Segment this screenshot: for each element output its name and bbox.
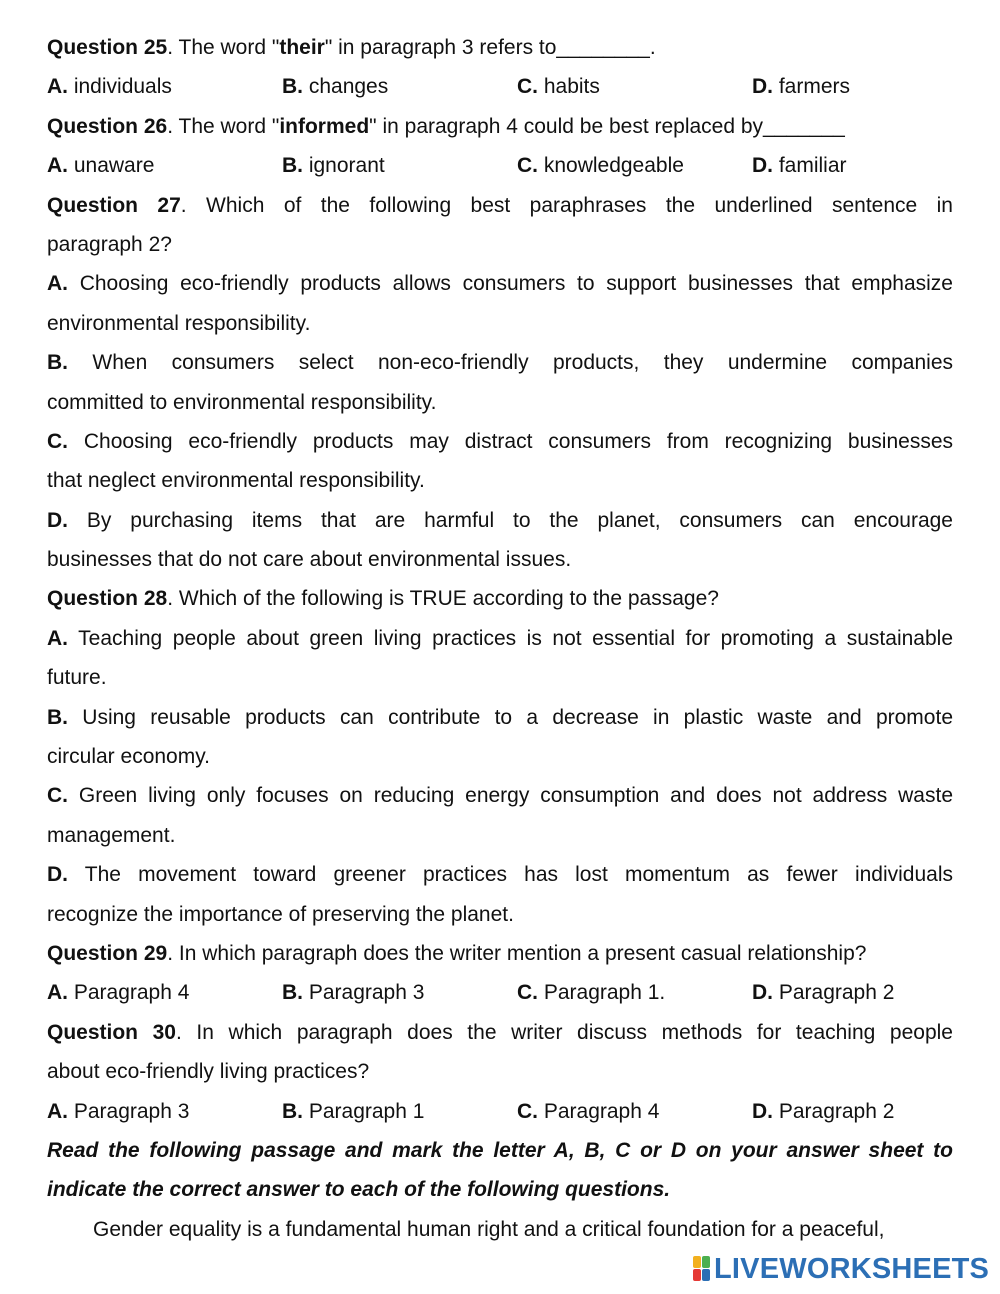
option-d[interactable]: D. Paragraph 2: [752, 981, 895, 1005]
option-a[interactable]: A. Paragraph 3: [47, 1099, 190, 1123]
question-label: Question 28: [47, 587, 168, 611]
question-29-options: [47, 973, 953, 1012]
option-d[interactable]: D. farmers: [752, 75, 851, 99]
option-c-cont[interactable]: that neglect environmental responsibility.: [47, 469, 425, 493]
question-26-stem: Question 26. The word "informed" in paragraph 4 could be best replaced by_______: [47, 114, 845, 138]
question-27-stem-cont: paragraph 2?: [47, 232, 172, 256]
question-label: Question 25: [47, 36, 168, 59]
option-c[interactable]: C. Paragraph 1.: [517, 981, 666, 1005]
option-b[interactable]: B. Paragraph 1: [282, 1099, 425, 1123]
option-c[interactable]: C. knowledgeable: [517, 154, 684, 178]
question-27-stem: Question 27. Which of the following best paraphrases the underlined sentence in: [47, 193, 953, 217]
question-label: Question 30: [47, 1020, 176, 1044]
question-30-stem-cont: about eco-friendly living practices?: [47, 1060, 370, 1084]
question-label: Question 26: [47, 114, 168, 138]
option-d-cont[interactable]: businesses that do not care about environmental issues.: [47, 548, 572, 572]
option-a[interactable]: A. Choosing eco-friendly products allows consumers to support businesses that emphasize: [47, 272, 953, 296]
option-d[interactable]: D. The movement toward greener practices has lost momentum as fewer individuals: [47, 863, 953, 887]
reading-instruction: Read the following passage and mark the letter A, B, C or D on your answer sheet to: [47, 1138, 953, 1162]
passage-paragraph: Gender equality is a fundamental human right and a critical foundation for a peaceful,: [93, 1217, 885, 1241]
option-b[interactable]: B. changes: [282, 75, 389, 99]
option-b-cont[interactable]: circular economy.: [47, 745, 210, 769]
question-label: Question 29: [47, 941, 168, 965]
option-c[interactable]: C. habits: [517, 75, 600, 99]
option-b[interactable]: B. ignorant: [282, 154, 385, 178]
question-28-stem: Question 28. Which of the following is TRUE according to the passage?: [47, 587, 719, 611]
option-a[interactable]: A. Paragraph 4: [47, 981, 190, 1005]
option-d[interactable]: D. familiar: [752, 154, 847, 178]
option-d-cont[interactable]: recognize the importance of preserving the planet.: [47, 902, 514, 926]
question-30-options: [47, 1092, 953, 1131]
liveworksheets-logo-icon: [693, 1256, 711, 1282]
liveworksheets-logo: [693, 1252, 989, 1286]
option-b[interactable]: B. Paragraph 3: [282, 981, 425, 1005]
option-a[interactable]: A. unaware: [47, 154, 155, 178]
question-label: Question 27: [47, 193, 181, 217]
option-c[interactable]: C. Choosing eco-friendly products may distract consumers from recognizing businesses: [47, 429, 953, 453]
question-26-options: [47, 146, 953, 185]
option-c-cont[interactable]: management.: [47, 823, 176, 847]
option-b-cont[interactable]: committed to environmental responsibility.: [47, 390, 437, 414]
option-c[interactable]: C. Paragraph 4: [517, 1099, 660, 1123]
reading-instruction-cont: indicate the correct answer to each of the following questions.: [47, 1178, 671, 1202]
target-word: their: [279, 36, 325, 59]
option-a[interactable]: A. Teaching people about green living practices is not essential for promoting a sustainable: [47, 626, 953, 650]
option-b[interactable]: B. When consumers select non-eco-friendly products, they undermine companies: [47, 351, 953, 375]
worksheet-page: [47, 28, 953, 1249]
question-29-stem: Question 29. In which paragraph does the writer mention a present casual relationship?: [47, 941, 867, 965]
question-30-stem: Question 30. In which paragraph does the writer discuss methods for teaching people: [47, 1020, 953, 1044]
target-word: informed: [279, 114, 370, 138]
option-a-cont[interactable]: environmental responsibility.: [47, 311, 311, 335]
logo-text: LIVEWORKSHEETS: [714, 1252, 990, 1285]
option-a-cont[interactable]: future.: [47, 666, 107, 690]
option-c[interactable]: C. Green living only focuses on reducing energy consumption and does not address waste: [47, 784, 953, 808]
option-d[interactable]: D. Paragraph 2: [752, 1099, 895, 1123]
question-25-options: [47, 67, 953, 106]
question-25-stem: Question 25. The word "their" in paragraph 3 refers to________.: [47, 36, 656, 59]
option-a[interactable]: A. individuals: [47, 75, 172, 99]
option-b[interactable]: B. Using reusable products can contribute to a decrease in plastic waste and promote: [47, 705, 953, 729]
option-d[interactable]: D. By purchasing items that are harmful to the planet, consumers can encourage: [47, 508, 953, 532]
